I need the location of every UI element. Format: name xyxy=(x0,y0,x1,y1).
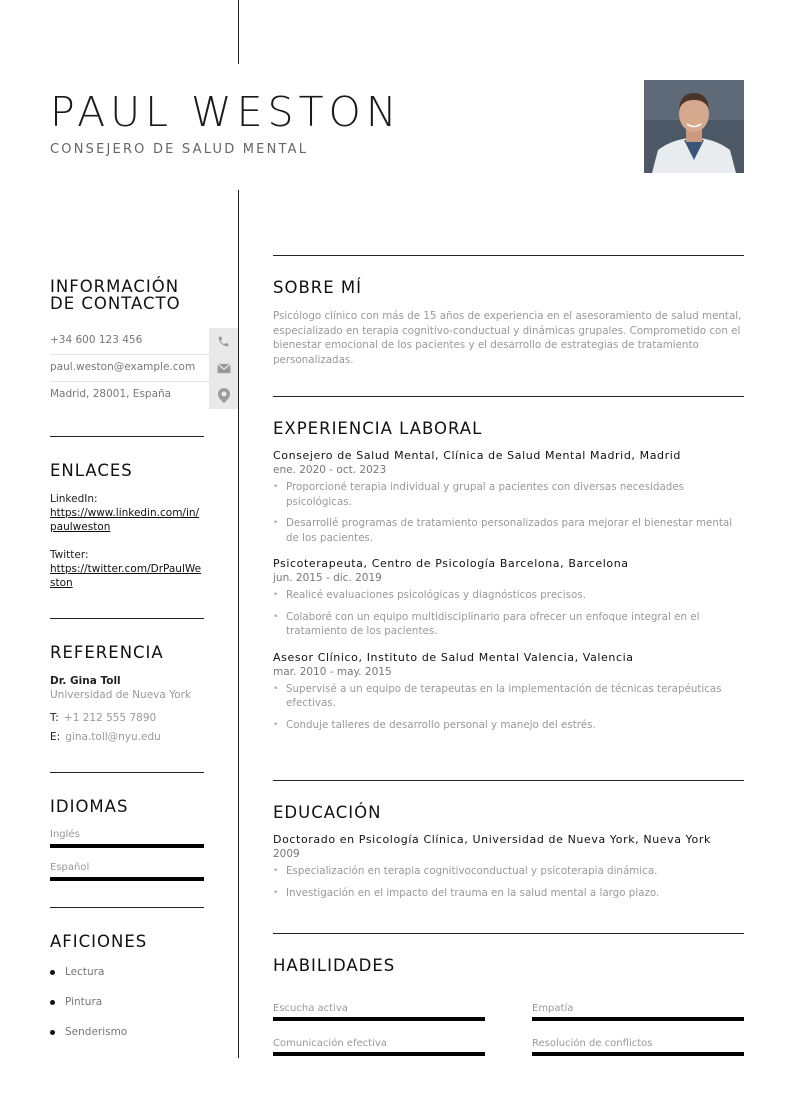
skills-heading: HABILIDADES xyxy=(273,956,396,975)
contact-address: Madrid, 28001, España xyxy=(50,388,172,400)
education-date: 2009 xyxy=(273,848,300,860)
job-title: Consejero de Salud Mental, Clínica de Salud Mental Madrid, Madrid xyxy=(273,449,681,462)
education-bullets xyxy=(273,864,744,900)
job-entry xyxy=(273,449,744,545)
education-bullet: • Especialización en terapia cognitivoconductual y psicoterapia dinámica. xyxy=(273,864,744,879)
section-divider xyxy=(50,618,204,619)
top-divider-line xyxy=(238,0,239,64)
links-list xyxy=(50,492,204,590)
reference-email-label: E: xyxy=(50,731,61,743)
section-divider xyxy=(273,255,744,256)
language-level-bar xyxy=(50,877,204,881)
skill-name: Comunicación efectiva xyxy=(273,1038,387,1049)
bullet-dot xyxy=(50,1030,55,1035)
reference-heading: REFERENCIA xyxy=(50,643,164,662)
section-divider xyxy=(50,907,204,908)
skill-item xyxy=(273,1038,485,1056)
job-bullets xyxy=(273,588,744,639)
section-divider xyxy=(273,780,744,781)
language-name: Inglés xyxy=(50,829,80,840)
hobbies-list xyxy=(50,957,204,1047)
section-divider xyxy=(50,436,204,437)
education-bullet: • Investigación en el impacto del trauma en la salud mental a largo plazo. xyxy=(273,886,744,901)
skill-level-bar xyxy=(273,1017,485,1021)
left-column xyxy=(50,278,204,1047)
education-degree: Doctorado en Psicología Clínica, Universidad de Nueva York, Nueva York xyxy=(273,833,711,846)
candidate-name: PAUL WESTON xyxy=(50,88,402,136)
profile-photo xyxy=(644,80,744,173)
skill-name: Empatía xyxy=(532,1003,574,1014)
language-name: Español xyxy=(50,862,90,873)
column-divider-line xyxy=(238,190,239,1058)
skill-item xyxy=(273,1003,485,1021)
about-heading: SOBRE MÍ xyxy=(273,278,363,297)
hobby-name: Lectura xyxy=(65,966,105,978)
reference-name: Dr. Gina Toll xyxy=(50,675,121,687)
phone-icon xyxy=(209,328,238,355)
reference-org: Universidad de Nueva York xyxy=(50,689,191,701)
skill-level-bar xyxy=(532,1052,744,1056)
job-bullets xyxy=(273,682,744,733)
job-bullet: • Supervisé a un equipo de terapeutas en la implementación de técnicas terapéuticas efectivas. xyxy=(273,682,744,711)
reference-phone-line xyxy=(50,706,204,725)
skill-name: Resolución de conflictos xyxy=(532,1038,653,1049)
education-section xyxy=(273,803,744,907)
bullet-dot xyxy=(50,970,55,975)
job-bullet: • Colaboré con un equipo multidisciplinario para ofrecer un enfoque integral en el tratamiento de los pacientes. xyxy=(273,610,744,639)
linkedin-label: LinkedIn: xyxy=(50,493,98,505)
reference-email: gina.toll@nyu.edu xyxy=(65,731,161,743)
contact-phone: +34 600 123 456 xyxy=(50,334,143,346)
twitter-link[interactable]: https://twitter.com/DrPaulWeston xyxy=(50,563,202,589)
linkedin-link[interactable]: https://www.linkedin.com/in/paulweston xyxy=(50,507,200,533)
job-bullet: • Proporcioné terapia individual y grupal a pacientes con diversas necesidades psicológicas. xyxy=(273,480,744,509)
job-bullet: • Conduje talleres de desarrollo personal y manejo del estrés. xyxy=(273,718,744,733)
contact-address-row xyxy=(50,382,238,409)
reference-phone: +1 212 555 7890 xyxy=(63,712,157,724)
reference-phone-label: T: xyxy=(50,712,59,724)
twitter-label: Twitter: xyxy=(50,549,89,561)
experience-section xyxy=(273,419,744,739)
skill-level-bar xyxy=(273,1052,485,1056)
skill-item xyxy=(532,1038,744,1056)
job-bullet: • Realicé evaluaciones psicológicas y diagnósticos precisos. xyxy=(273,588,744,603)
contact-email-row xyxy=(50,355,238,382)
candidate-title: CONSEJERO DE SALUD MENTAL xyxy=(50,142,309,157)
profile-photo-image xyxy=(644,80,744,173)
job-title: Asesor Clínico, Instituto de Salud Mental Valencia, Valencia xyxy=(273,650,634,664)
hobby-item xyxy=(50,957,204,987)
experience-heading: EXPERIENCIA LABORAL xyxy=(273,419,483,438)
reference-email-line xyxy=(50,725,204,744)
language-level-bar xyxy=(50,844,204,848)
contact-heading: INFORMACIÓN DE CONTACTO xyxy=(50,277,181,313)
hobby-item xyxy=(50,1017,204,1047)
skill-name: Escucha activa xyxy=(273,1003,348,1014)
links-heading: ENLACES xyxy=(50,461,133,480)
languages-heading: IDIOMAS xyxy=(50,797,129,816)
bullet-dot xyxy=(50,1000,55,1005)
job-bullets xyxy=(273,480,744,545)
job-entry xyxy=(273,557,744,639)
map-pin-icon xyxy=(209,382,238,409)
job-title: Psicoterapeuta, Centro de Psicología Barcelona, Barcelona xyxy=(273,557,629,570)
language-item xyxy=(50,829,204,848)
education-entry xyxy=(273,833,744,900)
reference-block xyxy=(50,674,204,744)
skill-level-bar xyxy=(532,1017,744,1021)
section-divider xyxy=(273,933,744,934)
job-date: jun. 2015 - dic. 2019 xyxy=(273,572,382,584)
job-date: mar. 2010 - may. 2015 xyxy=(273,665,392,678)
job-date: ene. 2020 - oct. 2023 xyxy=(273,464,387,476)
hobby-item xyxy=(50,987,204,1017)
about-section xyxy=(273,278,744,367)
contact-phone-row xyxy=(50,328,238,355)
contact-email: paul.weston@example.com xyxy=(50,361,196,373)
skill-item xyxy=(532,1003,744,1021)
contact-list xyxy=(50,328,204,409)
language-item xyxy=(50,862,204,881)
about-text: Psicólogo clínico con más de 15 años de experiencia en el asesoramiento de salud mental, especializado en terapia cognitivo-conductual y dinámicas grupales. Comprometido con el bienestar emocional de los pacientes y el desarrollo de estrategias de tratamiento personalizadas. xyxy=(273,310,742,366)
job-bullet: • Desarrollé programas de tratamiento personalizados para mejorar el bienestar mental de los pacientes. xyxy=(273,516,744,545)
section-divider xyxy=(273,396,744,397)
skills-section xyxy=(273,956,744,975)
hobby-name: Pintura xyxy=(65,996,103,1008)
education-heading: EDUCACIÓN xyxy=(273,803,382,822)
hobbies-heading: AFICIONES xyxy=(50,932,148,951)
hobby-name: Senderismo xyxy=(65,1026,128,1038)
envelope-icon xyxy=(209,355,238,382)
job-entry xyxy=(273,651,744,733)
section-divider xyxy=(50,772,204,773)
